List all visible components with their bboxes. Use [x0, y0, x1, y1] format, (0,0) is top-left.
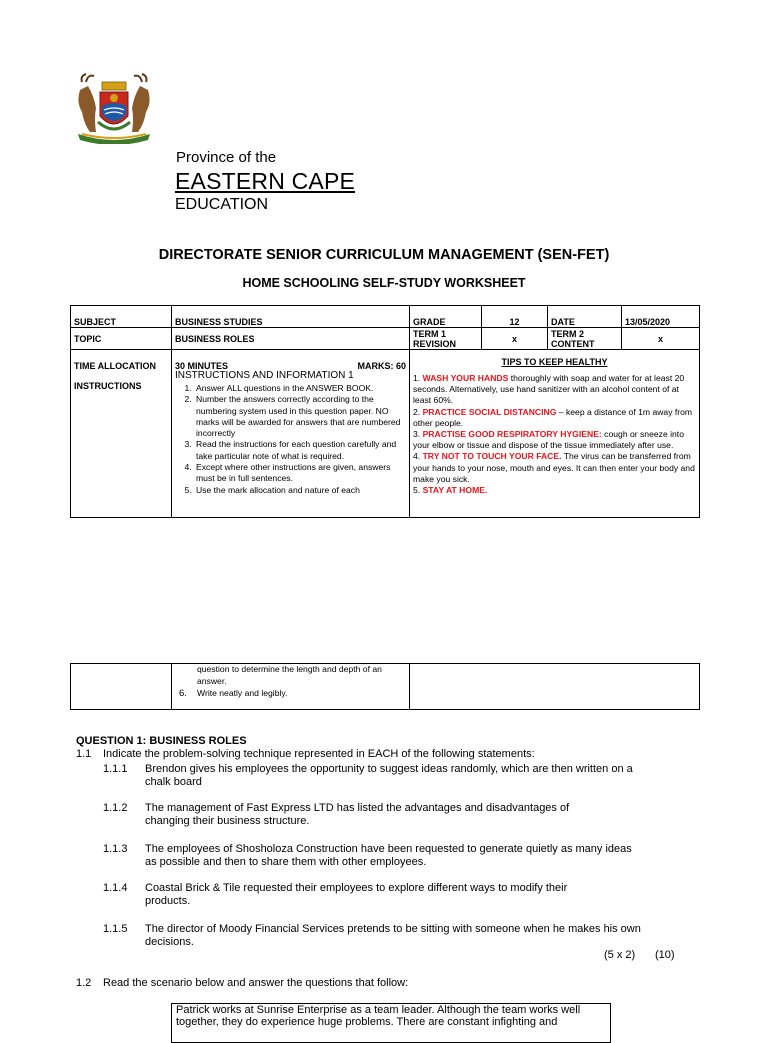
question-1-1-1-text: Brendon gives his employees the opportunity to suggest ideas randomly, which are then written on a chalk board	[145, 763, 633, 788]
term2-label: TERM 2 CONTENT	[548, 328, 622, 350]
province-name: EASTERN CAPE	[175, 168, 356, 194]
directorate-heading: DIRECTORATE SENIOR CURRICULUM MANAGEMENT (SEN-FET)	[158, 247, 610, 263]
instruction-item: 4. Except where other instructions are given, answers must be in full sentences.	[194, 462, 406, 485]
instruction-item: 1. Answer ALL questions in the ANSWER BOOK.	[194, 383, 406, 394]
question-1-1-text: Indicate the problem-solving technique represented in EACH of the following statements:	[103, 748, 535, 760]
tips-list	[413, 373, 696, 496]
question-1-1-3-num: 1.1.3	[103, 843, 128, 855]
time-allocation-value: 30 MINUTES	[175, 361, 229, 371]
tips-cell	[410, 350, 700, 518]
instruction-item: 2. Number the answers correctly according to the numbering system used in this question paper. NO marks will be awarded for answers that are numbered incorrectly	[194, 394, 406, 439]
tip-item: 4. TRY NOT TO TOUCH YOUR FACE. The virus can be transferred from your hands to your nose, mouth and eyes. It can then enter your body and make you sick.	[413, 451, 695, 484]
subject-value: BUSINESS STUDIES	[172, 306, 410, 328]
question-1-2-text: Read the scenario below and answer the questions that follow:	[103, 977, 409, 989]
question-1-1-4-num: 1.1.4	[103, 882, 128, 894]
grade-value: 12	[482, 306, 548, 328]
topic-label: TOPIC	[71, 328, 172, 350]
question-1-heading: QUESTION 1: BUSINESS ROLES	[76, 735, 247, 747]
question-1-2-num: 1.2	[76, 977, 92, 989]
tips-heading: TIPS TO KEEP HEALTHY	[501, 357, 608, 367]
instructions-continuation-table	[70, 663, 700, 710]
marks-total: (10)	[655, 949, 675, 961]
topic-value: BUSINESS ROLES	[172, 328, 410, 350]
term2-value: x	[622, 328, 700, 350]
question-1-1-2-text: The management of Fast Express LTD has listed the advantages and disadvantages of changing their business structure.	[145, 802, 570, 827]
empty-cell	[71, 664, 172, 710]
empty-cell	[410, 664, 700, 710]
tip-item: 3. PRACTISE GOOD RESPIRATORY HYGIENE: cough or sneeze into your elbow or tissue and dispose of the tissue immediately after use.	[413, 429, 684, 451]
instruction-item: 3. Read the instructions for each question carefully and take particular note of what is required.	[194, 439, 406, 462]
question-1-1-5-text: The director of Moody Financial Services pretends to be sitting with someone when he makes his own decisions.	[145, 923, 641, 948]
tip-item: 2. PRACTICE SOCIAL DISTANCING – keep a distance of 1m away from other people.	[413, 406, 693, 428]
grade-label: GRADE	[410, 306, 482, 328]
subject-label: SUBJECT	[71, 306, 172, 328]
marks-value: MARKS: 60	[357, 361, 406, 371]
time-allocation-label: TIME ALLOCATION	[74, 361, 156, 371]
instructions-heading: INSTRUCTIONS AND INFORMATION 1	[175, 370, 354, 381]
term1-label: TERM 1 REVISION	[410, 328, 482, 350]
question-1-1-5-num: 1.1.5	[103, 923, 128, 935]
question-1-1-2-num: 1.1.2	[103, 802, 128, 814]
instructions-label: INSTRUCTIONS	[74, 381, 142, 391]
scenario-box: Patrick works at Sunrise Enterprise as a team leader. Although the team works well together, they do experience huge problems. There are constant infighting and	[171, 1003, 611, 1043]
question-1-1-1-num: 1.1.1	[103, 763, 128, 775]
instruction-item: 5. Use the mark allocation and nature of each	[194, 485, 406, 496]
province-line: Province of the	[176, 149, 277, 166]
date-label: DATE	[548, 306, 622, 328]
instructions-list	[175, 383, 406, 496]
tip-item: 1. WASH YOUR HANDS thoroughly with soap and water for at least 20 seconds. Alternatively, use hand sanitizer with an alcohol content of at least 60%.	[413, 373, 685, 406]
term1-value: x	[482, 328, 548, 350]
department-name: EDUCATION	[175, 196, 269, 213]
question-1-1-4-text: Coastal Brick & Tile requested their employees to explore different ways to modify their products.	[145, 882, 568, 907]
instructions-label-cell	[71, 350, 172, 518]
question-1-1-num: 1.1	[76, 748, 92, 760]
instructions-cell	[172, 350, 410, 518]
marks-calculation: (5 x 2)	[604, 949, 636, 961]
instructions-continued-cell	[172, 664, 410, 710]
worksheet-title: HOME SCHOOLING SELF-STUDY WORKSHEET	[242, 276, 526, 290]
instruction-item-6: 6. Write neatly and legibly.	[179, 688, 288, 699]
instruction-continued: question to determine the length and depth of an answer.	[197, 664, 382, 686]
coat-of-arms-logo	[68, 72, 160, 144]
date-value: 13/05/2020	[622, 306, 700, 328]
tip-item: 5. STAY AT HOME.	[413, 485, 488, 496]
question-1-1-3-text: The employees of Shosholoza Construction have been requested to generate quietly as many ideas as possible and then to share them with other employees.	[145, 843, 632, 868]
worksheet-info-table	[70, 305, 700, 518]
